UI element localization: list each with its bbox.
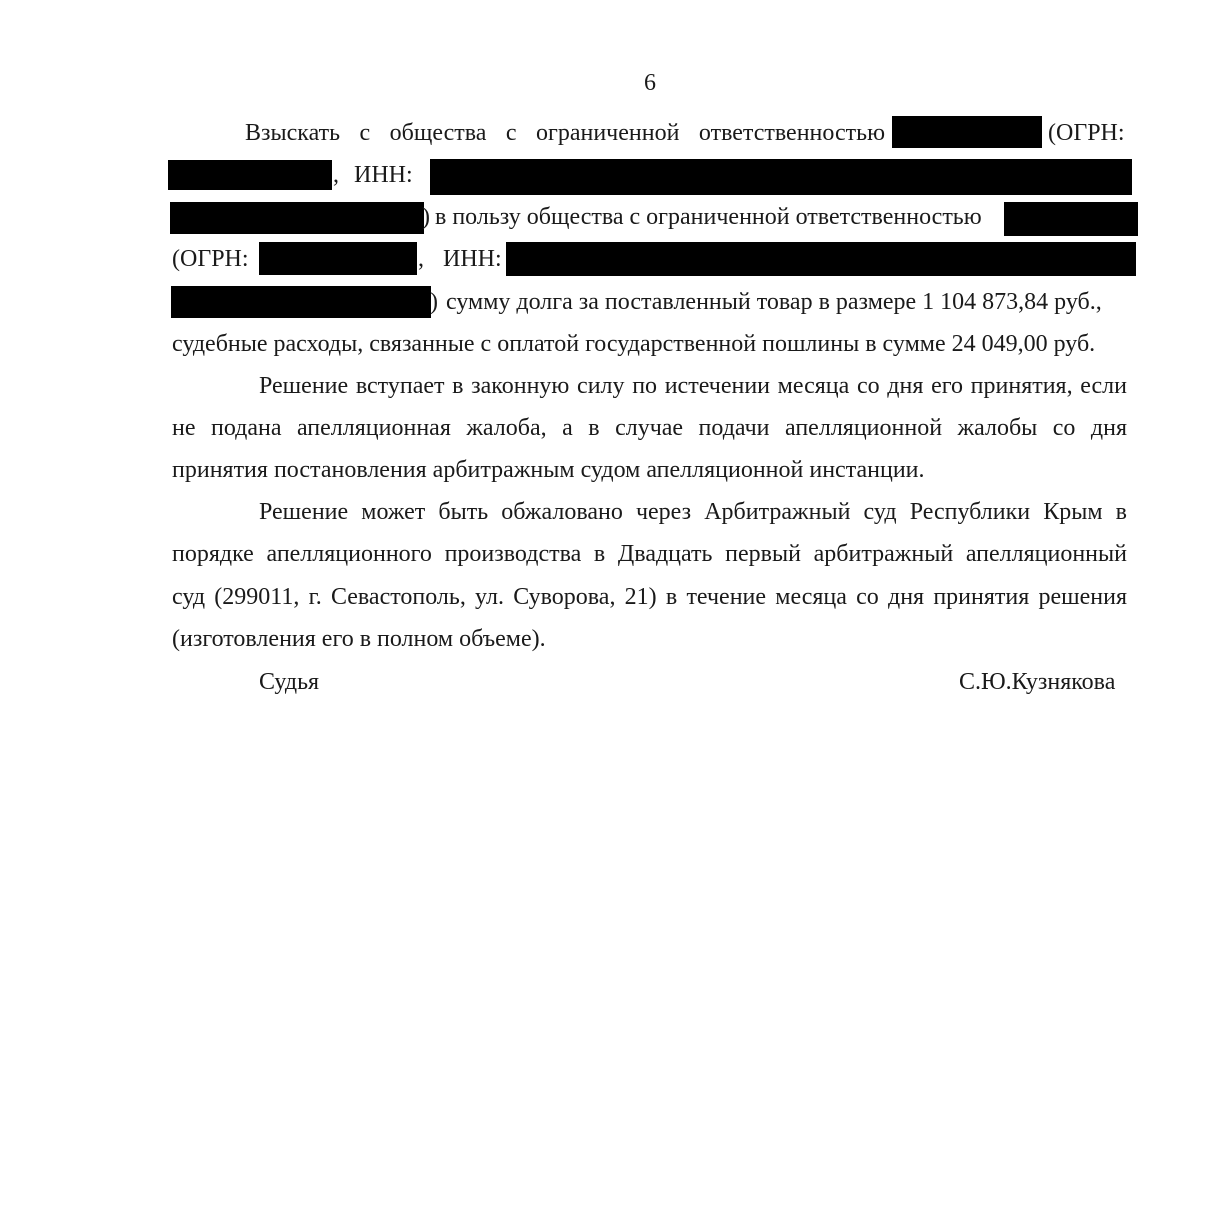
- redaction-block: [170, 202, 424, 234]
- redaction-block: [506, 242, 1136, 276]
- effect-line-3: принятия постановления арбитражным судом апелляционной инстанции.: [172, 457, 925, 483]
- recovery-line-3-text: в пользу общества с ограниченной ответственностью: [435, 204, 982, 230]
- page-number: 6: [644, 70, 656, 96]
- recovery-line-5-paren: ): [430, 289, 438, 315]
- appeal-line-2: порядке апелляционного производства в Двадцать первый арбитражный апелляционный: [172, 541, 1127, 567]
- redaction-block: [259, 242, 417, 275]
- recovery-line-5-text: сумму долга за поставленный товар в размере 1 104 873,84 руб.,: [446, 289, 1102, 315]
- signature-name: С.Ю.Кузнякова: [959, 669, 1116, 695]
- redaction-block: [168, 160, 332, 190]
- appeal-line-4: (изготовления его в полном объеме).: [172, 626, 546, 652]
- signature-role: Судья: [259, 669, 320, 695]
- redaction-block: [171, 286, 431, 318]
- redaction-block: [430, 159, 1132, 195]
- effect-line-2: не подана апелляционная жалоба, а в случае подачи апелляционной жалобы со дня: [172, 415, 1127, 441]
- recovery-line-6-text: судебные расходы, связанные с оплатой государственной пошлины в сумме 24 049,00 руб.: [172, 331, 1096, 357]
- recovery-line-1-ogrn-label: (ОГРН:: [1048, 120, 1125, 146]
- redaction-block: [1004, 202, 1138, 236]
- appeal-line-3: суд (299011, г. Севастополь, ул. Суворова, 21) в течение месяца со дня принятия решения: [172, 584, 1127, 610]
- redaction-block: [892, 116, 1042, 148]
- effect-line-1: Решение вступает в законную силу по истечении месяца со дня его принятия, если: [259, 373, 1127, 399]
- recovery-line-2-inn-label: ИНН:: [354, 162, 413, 188]
- recovery-line-4-comma: ,: [418, 246, 424, 272]
- appeal-line-1: Решение может быть обжаловано через Арбитражный суд Республики Крым в: [259, 499, 1127, 525]
- recovery-line-1-text: Взыскать с общества с ограниченной ответственностью: [245, 120, 885, 146]
- recovery-line-3-paren: ): [422, 204, 430, 230]
- recovery-line-4-ogrn-label: (ОГРН:: [172, 246, 249, 272]
- recovery-line-2-comma: ,: [333, 162, 339, 188]
- recovery-line-4-inn-label: ИНН:: [443, 246, 502, 272]
